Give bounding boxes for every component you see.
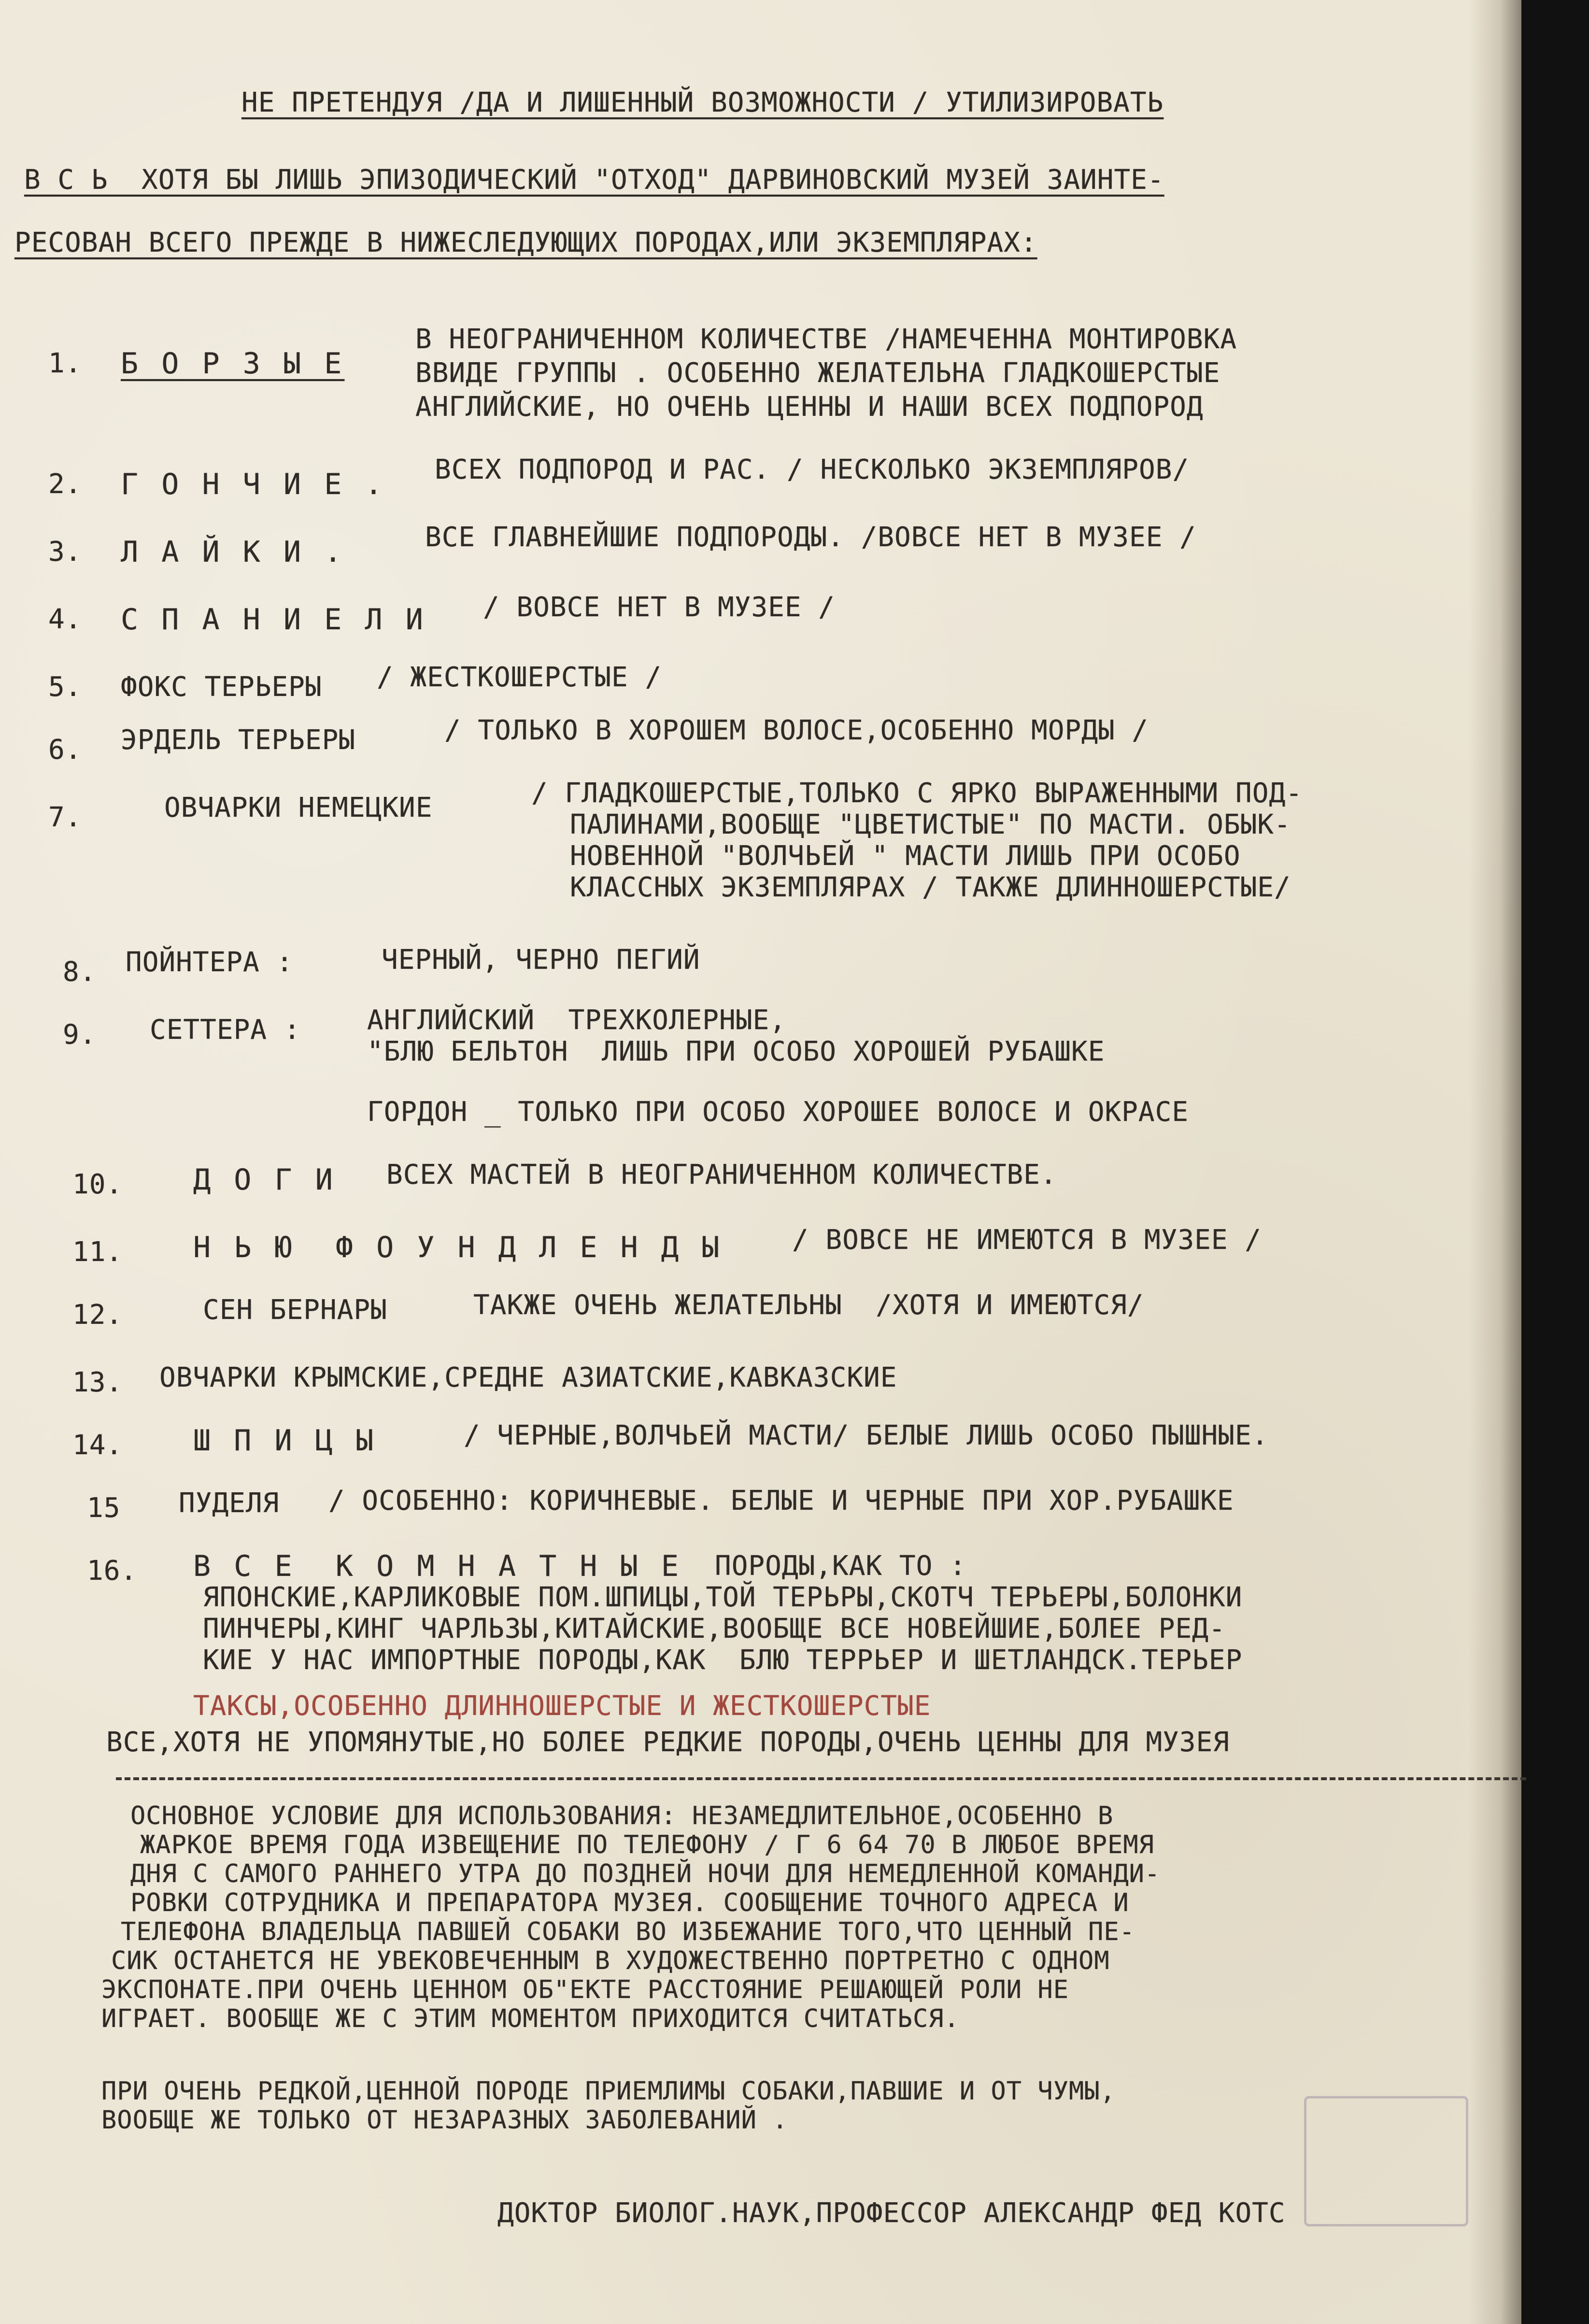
item-7-line-3: НОВЕННОЙ "ВОЛЧЬЕЙ " МАСТИ ЛИШЬ ПРИ ОСОБО	[570, 840, 1241, 872]
item-2-line-1: ВСЕХ ПОДПОРОД И РАС. / НЕСКОЛЬКО ЭКЗЕМПЛЯРОВ/	[435, 454, 1190, 485]
item-10-line-1: ВСЕХ МАСТЕЙ В НЕОГРАНИЧЕННОМ КОЛИЧЕСТВЕ.	[386, 1159, 1057, 1190]
condition-line-8: ИГРАЕТ. ВООБЩЕ ЖЕ С ЭТИМ МОМЕНТОМ ПРИХОДИТСЯ СЧИТАТЬСЯ.	[101, 2004, 960, 2033]
intro-line-1: НЕ ПРЕТЕНДУЯ /ДА И ЛИШЕННЫЙ ВОЗМОЖНОСТИ / УТИЛИЗИРОВАТЬ	[241, 87, 1164, 118]
item-3-number: 3.	[48, 536, 82, 567]
dachshund-line-red: ТАКСЫ,ОСОБЕННО ДЛИННОШЕРСТЫЕ И ЖЕСТКОШЕРСТЫЕ	[193, 1690, 931, 1722]
item-16-line-2: ЯПОНСКИЕ,КАРЛИКОВЫЕ ПОМ.ШПИЦЫ,ТОЙ ТЕРЬРЫ,СКОТЧ ТЕРЬЕРЫ,БОЛОНКИ	[203, 1582, 1243, 1613]
item-16-line-1: ПОРОДЫ,КАК ТО :	[715, 1550, 966, 1582]
all-rare-breeds-line: ВСЕ,ХОТЯ НЕ УПОМЯНУТЫЕ,НО БОЛЕЕ РЕДКИЕ ПОРОДЫ,ОЧЕНЬ ЦЕННЫ ДЛЯ МУЗЕЯ	[106, 1727, 1230, 1758]
item-4-line-1: / ВОВСЕ НЕТ В МУЗЕЕ /	[483, 592, 836, 623]
item-12-number: 12.	[72, 1299, 123, 1331]
item-6-name: ЭРДЕЛЬ ТЕРЬЕРЫ	[121, 724, 356, 756]
condition-line-3: ДНЯ С САМОГО РАННЕГО УТРА ДО ПОЗДНЕЙ НОЧИ ДЛЯ НЕМЕДЛЕННОЙ КОМАНДИ-	[130, 1859, 1161, 1888]
item-11-line-1: / ВОВСЕ НЕ ИМЕЮТСЯ В МУЗЕЕ /	[792, 1224, 1262, 1256]
intro-line-2: В С Ь ХОТЯ БЫ ЛИШЬ ЭПИЗОДИЧЕСКИЙ "ОТХОД" ДАРВИНОВСКИЙ МУЗЕЙ ЗАИНТЕ-	[24, 164, 1164, 196]
item-1-line-2: ВВИДЕ ГРУППЫ . ОСОБЕННО ЖЕЛАТЕЛЬНА ГЛАДКОШЕРСТЫЕ	[415, 357, 1220, 389]
item-4-name: С П А Н И Е Л И	[121, 603, 426, 637]
item-11-number: 11.	[72, 1236, 123, 1268]
item-7-number: 7.	[48, 802, 82, 833]
item-5-line-1: / ЖЕСТКОШЕРСТЫЕ /	[377, 662, 662, 693]
item-9-name: СЕТТЕРА :	[150, 1014, 301, 1046]
item-1-number: 1.	[48, 348, 82, 379]
item-14-number: 14.	[72, 1430, 123, 1461]
item-2-number: 2.	[48, 468, 82, 500]
item-13-name: ОВЧАРКИ КРЫМСКИЕ,СРЕДНЕ АЗИАТСКИЕ,КАВКАЗСКИЕ	[159, 1362, 897, 1393]
item-9-line-2: "БЛЮ БЕЛЬТОН ЛИШЬ ПРИ ОСОБО ХОРОШЕЙ РУБАШКЕ	[367, 1036, 1105, 1067]
item-7-line-4: КЛАССНЫХ ЭКЗЕМПЛЯРАХ / ТАКЖЕ ДЛИННОШЕРСТЫЕ/	[570, 872, 1291, 903]
item-15-number: 15	[87, 1492, 121, 1524]
item-7-name: ОВЧАРКИ НЕМЕЦКИЕ	[164, 792, 433, 823]
item-8-name: ПОЙНТЕРА :	[126, 947, 294, 978]
item-16-name: В С Е К О М Н А Т Н Ы Е	[193, 1549, 681, 1583]
torn-page-edge	[1468, 0, 1521, 2324]
condition-line-4: РОВКИ СОТРУДНИКА И ПРЕПАРАТОРА МУЗЕЯ. СООБЩЕНИЕ ТОЧНОГО АДРЕСА И	[130, 1888, 1129, 1917]
item-14-line-1: / ЧЕРНЫЕ,ВОЛЧЬЕЙ МАСТИ/ БЕЛЫЕ ЛИШЬ ОСОБО ПЫШНЫЕ.	[464, 1420, 1269, 1451]
condition-line-7: ЭКСПОНАТЕ.ПРИ ОЧЕНЬ ЦЕННОМ ОБ"ЕКТЕ РАССТОЯНИЕ РЕШАЮЩЕЙ РОЛИ НЕ	[101, 1975, 1069, 2004]
faded-stamp	[1304, 2096, 1468, 2226]
item-3-name: Л А Й К И .	[121, 535, 345, 569]
rare-note-line-2: ВООБЩЕ ЖЕ ТОЛЬКО ОТ НЕЗАРАЗНЫХ ЗАБОЛЕВАНИЙ .	[101, 2106, 788, 2135]
item-3-line-1: ВСЕ ГЛАВНЕЙШИЕ ПОДПОРОДЫ. /ВОВСЕ НЕТ В МУЗЕЕ /	[425, 522, 1196, 553]
item-16-line-3: ПИНЧЕРЫ,КИНГ ЧАРЛЬЗЫ,КИТАЙСКИЕ,ВООБЩЕ ВСЕ НОВЕЙШИЕ,БОЛЕЕ РЕД-	[203, 1613, 1226, 1644]
item-11-name: Н Ь Ю Ф О У Н Д Л Е Н Д Ы	[193, 1231, 723, 1264]
rare-note-line-1: ПРИ ОЧЕНЬ РЕДКОЙ,ЦЕННОЙ ПОРОДЕ ПРИЕМЛИМЫ СОБАКИ,ПАВШИЕ И ОТ ЧУМЫ,	[101, 2077, 1116, 2106]
item-12-line-1: ТАКЖЕ ОЧЕНЬ ЖЕЛАТЕЛЬНЫ /ХОТЯ И ИМЕЮТСЯ/	[473, 1290, 1144, 1321]
item-10-number: 10.	[72, 1169, 123, 1200]
item-1-line-3: АНГЛИЙСКИЕ, НО ОЧЕНЬ ЦЕННЫ И НАШИ ВСЕХ ПОДПОРОД	[415, 391, 1204, 423]
item-12-name: СЕН БЕРНАРЫ	[203, 1294, 387, 1326]
signature-line: ДОКТОР БИОЛОГ.НАУК,ПРОФЕССОР АЛЕКСАНДР ФЕД КОТС	[497, 2197, 1286, 2229]
item-4-number: 4.	[48, 604, 82, 635]
item-13-number: 13.	[72, 1367, 123, 1398]
condition-line-2: ЖАРКОЕ ВРЕМЯ ГОДА ИЗВЕЩЕНИЕ ПО ТЕЛЕФОНУ / Г 6 64 70 В ЛЮБОЕ ВРЕМЯ	[140, 1830, 1154, 1859]
item-16-line-4: КИЕ У НАС ИМПОРТНЫЕ ПОРОДЫ,КАК БЛЮ ТЕРРЬЕР И ШЕТЛАНДСК.ТЕРЬЕР	[203, 1644, 1243, 1676]
condition-line-5: ТЕЛЕФОНА ВЛАДЕЛЬЦА ПАВШЕЙ СОБАКИ ВО ИЗБЕЖАНИЕ ТОГО,ЧТО ЦЕННЫЙ ПЕ-	[121, 1917, 1135, 1946]
item-6-line-1: / ТОЛЬКО В ХОРОШЕМ ВОЛОСЕ,ОСОБЕННО МОРДЫ /	[444, 715, 1149, 746]
condition-line-6: СИК ОСТАНЕТСЯ НЕ УВЕКОВЕЧЕННЫМ В ХУДОЖЕСТВЕННО ПОРТРЕТНО С ОДНОМ	[111, 1946, 1110, 1975]
item-7-line-2: ПАЛИНАМИ,ВООБЩЕ "ЦВЕТИСТЫЕ" ПО МАСТИ. ОБЫК-	[570, 809, 1291, 840]
item-8-number: 8.	[63, 956, 97, 988]
item-10-name: Д О Г И	[193, 1163, 336, 1197]
item-1-name: Б О Р З Ы Е	[121, 347, 345, 381]
intro-line-3: РЕСОВАН ВСЕГО ПРЕЖДЕ В НИЖЕСЛЕДУЮЩИХ ПОРОДАХ,ИЛИ ЭКЗЕМПЛЯРАХ:	[14, 227, 1037, 258]
item-2-name: Г О Н Ч И Е .	[121, 468, 385, 501]
item-15-name: ПУДЕЛЯ	[179, 1488, 280, 1519]
condition-line-1: ОСНОВНОЕ УСЛОВИЕ ДЛЯ ИСПОЛЬЗОВАНИЯ: НЕЗАМЕДЛИТЕЛЬНОЕ,ОСОБЕННО В	[130, 1801, 1114, 1830]
item-1-line-1: В НЕОГРАНИЧЕННОМ КОЛИЧЕСТВЕ /НАМЕЧЕННА МОНТИРОВКА	[415, 324, 1237, 355]
item-6-number: 6.	[48, 734, 82, 765]
item-5-name: ФОКС ТЕРЬЕРЫ	[121, 671, 322, 703]
item-9-number: 9.	[63, 1019, 97, 1050]
item-9-line-3: ГОРДОН _ ТОЛЬКО ПРИ ОСОБО ХОРОШЕЕ ВОЛОСЕ И ОКРАСЕ	[367, 1096, 1189, 1128]
item-16-number: 16.	[87, 1555, 138, 1587]
item-8-line-1: ЧЕРНЫЙ, ЧЕРНО ПЕГИЙ	[382, 944, 700, 976]
item-15-line-1: / ОСОБЕННО: КОРИЧНЕВЫЕ. БЕЛЫЕ И ЧЕРНЫЕ ПРИ ХОР.РУБАШКЕ	[328, 1485, 1234, 1516]
item-9-line-1: АНГЛИЙСКИЙ ТРЕХКОЛЕРНЫЕ,	[367, 1005, 786, 1036]
item-7-line-1: / ГЛАДКОШЕРСТЫЕ,ТОЛЬКО С ЯРКО ВЫРАЖЕННЫМИ ПОД-	[531, 778, 1303, 809]
item-5-number: 5.	[48, 671, 82, 703]
item-14-name: Ш П И Ц Ы	[193, 1424, 377, 1458]
dashed-separator	[116, 1777, 1526, 1780]
